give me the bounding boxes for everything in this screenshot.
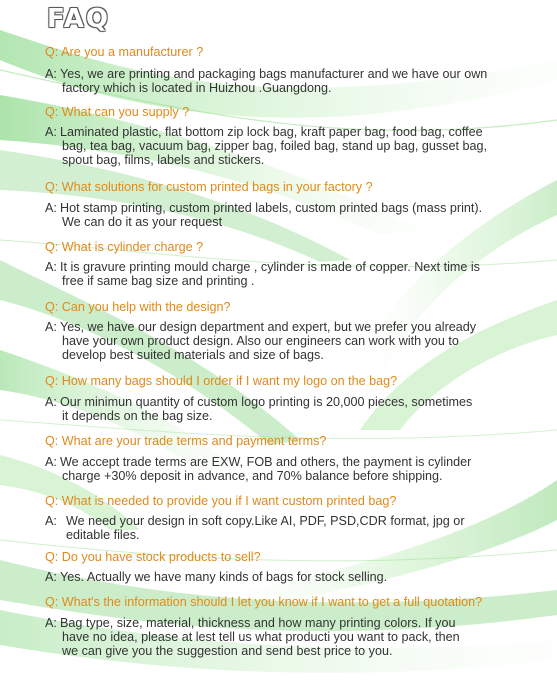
answer-line: charge +30% deposit in advance, and 70% balance before shipping. xyxy=(62,469,443,483)
answer-line: editable files. xyxy=(66,528,140,542)
answer-line: have no idea, please at lest tell us what producti you want to pack, then xyxy=(62,630,460,644)
answer-prefix: A: xyxy=(45,201,57,215)
faq-question: Q: What is needed to provide you if I want custom printed bag? xyxy=(45,494,397,508)
answer-line: free if same bag size and printing . xyxy=(62,274,255,288)
answer-prefix: A: xyxy=(45,320,57,334)
faq-question: Q: What are your trade terms and payment terms? xyxy=(45,434,327,448)
faq-answer xyxy=(45,455,471,483)
faq-question: Q: Can you help with the design? xyxy=(45,300,231,314)
faq-question: Q: What can you supply ? xyxy=(45,105,190,119)
answer-line: We need your design in soft copy.Like AI, PDF, PSD,CDR format, jpg or xyxy=(66,514,465,528)
faq-answer xyxy=(45,320,476,362)
answer-line: Our minimun quantity of custom logo printing is 20,000 pieces, sometimes xyxy=(60,395,473,409)
answer-line: We can do it as your request xyxy=(62,215,223,229)
faq-question: Q: How many bags should I order if I want my logo on the bag? xyxy=(45,374,398,388)
answer-line: Bag type, size, material, thickness and how many printing colors. If you xyxy=(60,616,456,630)
faq-answer xyxy=(45,514,465,542)
answer-line: We accept trade terms are EXW, FOB and others, the payment is cylinder xyxy=(60,455,472,469)
answer-line: Hot stamp printing, custom printed labels, custom printed bags (mass print). xyxy=(60,201,483,215)
answer-line: bag, tea bag, vacuum bag, zipper bag, foiled bag, stand up bag, gusset bag, xyxy=(62,139,487,153)
answer-line: factory which is located in Huizhou .Guangdong. xyxy=(62,81,332,95)
answer-prefix: A: xyxy=(45,125,57,139)
faq-answer xyxy=(45,570,387,584)
answer-line: spout bag, films, labels and stickers. xyxy=(62,153,265,167)
answer-prefix: A: xyxy=(45,455,57,469)
answer-prefix: A: xyxy=(45,395,57,409)
answer-prefix: A: xyxy=(45,260,57,274)
faq-answer xyxy=(45,260,480,288)
faq-question: Q: What solutions for custom printed bags in your factory ? xyxy=(45,180,373,194)
faq-answer xyxy=(45,395,472,423)
answer-prefix: A: xyxy=(45,570,57,584)
answer-prefix: A: xyxy=(45,514,57,528)
answer-line: Yes. Actually we have many kinds of bags for stock selling. xyxy=(60,570,388,584)
answer-prefix: A: xyxy=(45,67,57,81)
answer-line: develop best suited materials and size of bags. xyxy=(62,348,324,362)
answer-line: It is gravure printing mould charge , cylinder is made of copper. Next time is xyxy=(60,260,480,274)
faq-answer xyxy=(45,201,482,229)
answer-line: Yes, we have our design department and expert, but we prefer you already xyxy=(60,320,477,334)
answer-prefix: A: xyxy=(45,616,57,630)
answer-line: we can give you the suggestion and send best price to you. xyxy=(62,644,393,658)
faq-question: Q: What is cylinder charge ? xyxy=(45,240,204,254)
faq-answer xyxy=(45,125,487,167)
answer-line: it depends on the bag size. xyxy=(62,409,213,423)
answer-line: Yes, we are printing and packaging bags manufacturer and we have our own xyxy=(60,67,488,81)
faq-question: Q: Are you a manufacturer ? xyxy=(45,45,204,59)
page-title: FAQ xyxy=(47,4,111,34)
answer-line: have your own product design. Also our engineers can work with you to xyxy=(62,334,459,348)
answer-line: Laminated plastic, flat bottom zip lock bag, kraft paper bag, food bag, coffee xyxy=(60,125,483,139)
faq-question: Q: Do you have stock products to sell? xyxy=(45,550,261,564)
faq-question: Q: What's the information should I let you know if I want to get a full quotation? xyxy=(45,595,483,609)
faq-answer xyxy=(45,616,460,658)
faq-answer xyxy=(45,67,487,95)
